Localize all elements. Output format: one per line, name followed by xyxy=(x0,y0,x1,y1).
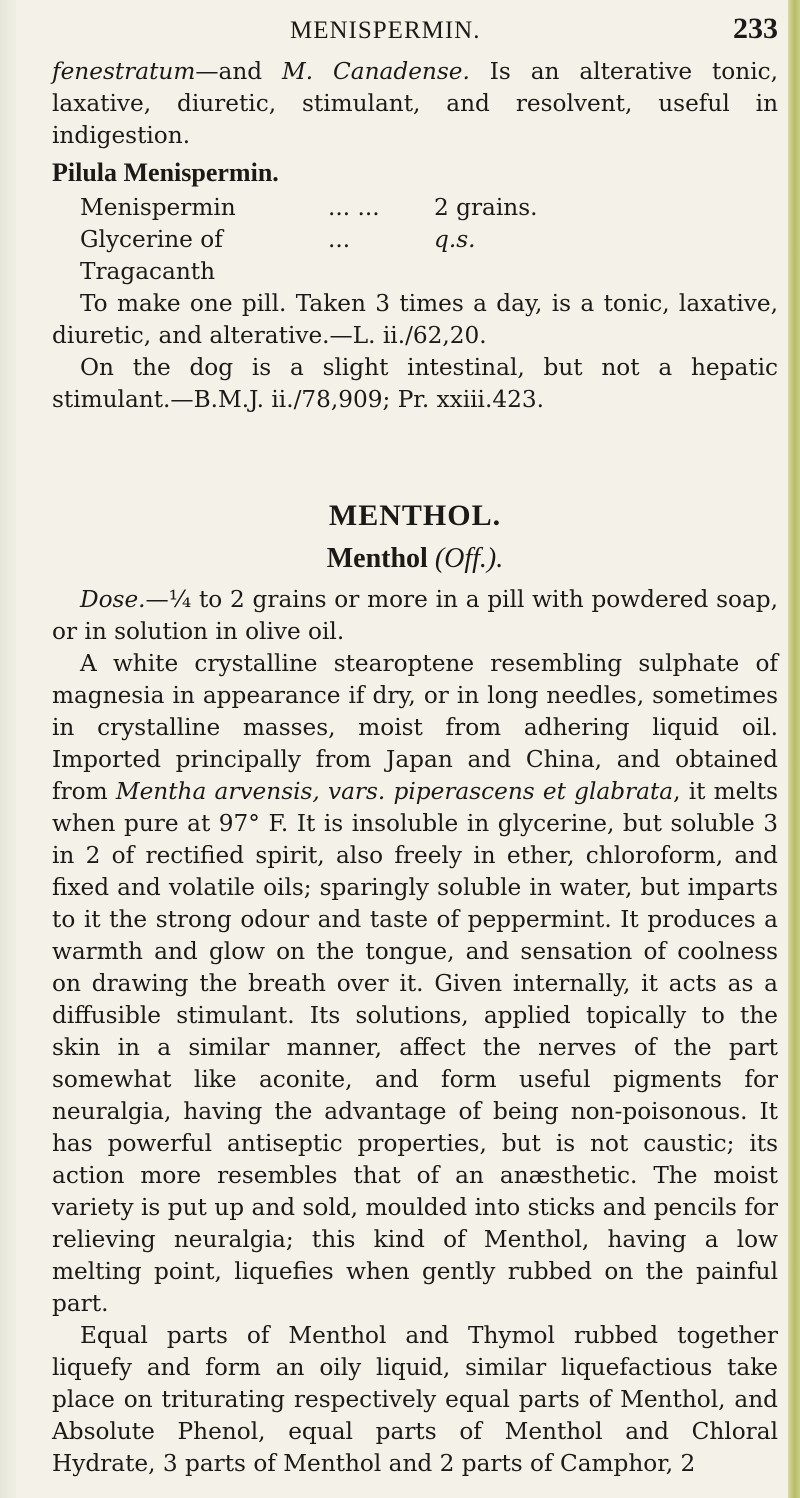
ingredient-dots: ... xyxy=(328,226,351,253)
ingredient-dots: ... ... xyxy=(328,194,380,221)
subsection-title xyxy=(52,542,778,576)
page-header xyxy=(290,12,778,52)
description-part-2: , it melts when pure at 97° F. It is insoluble in glycerine, but soluble 3 in 2 of rectified spirit, also freely in ether, chloroform, and fixed and volatile oils; sparingly soluble in water, but imparts to it the strong odour and taste of peppermint. It produces a warmth and glow on the tongue, and sensation of coolness on drawing the breath over it. Given internally, it acts as a diffusible stimulant. Its solutions, applied topically to the skin in a similar manner, affect the nerves of the part somewhat like aconite, and form useful pigments for neuralgia, having the advantage of being non-poisonous. It has powerful antiseptic properties, but is not caustic; its action more resembles that of an anæsthetic. The moist variety is put up and sold, moulded into sticks and pencils for relieving neuralgia; this kind of Menthol, having a low melting point, liquefies when gently rubbed on the painful part. xyxy=(52,778,778,1317)
dose-label: Dose. xyxy=(80,586,146,613)
ingredient-name: Glycerine of Tragacanth xyxy=(80,226,223,285)
intro-text-1: —and xyxy=(195,58,283,85)
equal-parts-paragraph: Equal parts of Menthol and Thymol rubbed together liquefy and form an oily liquid, similar liquefactious take place on triturating respectively equal parts of Menthol, and Absolute Phenol, equal parts of Menthol and Chloral Hydrate, 3 parts of Menthol and 2 parts of Camphor, 2 xyxy=(52,1322,778,1477)
ingredient-quantity: 2 grains. xyxy=(434,194,538,221)
intro-paragraph xyxy=(52,56,778,152)
intro-text-2: Is an alterative tonic, laxative, diuretic, stimulant, and resolvent, useful in indigestion. xyxy=(52,58,778,149)
pilula-paragraph-2: On the dog is a slight intestinal, but not a hepatic stimulant.—B.M.J. ii./78,909; Pr. xxiii.423. xyxy=(52,354,778,413)
running-head: MENISPERMIN. xyxy=(290,17,481,44)
intro-species: fenestratum xyxy=(52,58,196,85)
ingredient-quantity: q.s. xyxy=(434,226,476,253)
pilula-heading: Pilula Menispermin. xyxy=(52,158,279,187)
ingredient-row xyxy=(52,224,778,288)
intro-species-2: M. Canadense. xyxy=(282,58,470,85)
ingredient-row xyxy=(52,192,778,224)
page-left-edge xyxy=(0,0,16,1498)
description-paragraph xyxy=(52,648,778,1320)
subsection-name: Menthol xyxy=(326,543,428,574)
dose-paragraph xyxy=(52,584,778,648)
description-species: Mentha arvensis, vars. piperascens et glabrata xyxy=(115,778,674,805)
description-part-1: A white crystalline stearoptene resembling sulphate of magnesia in appearance if dry, or in long needles, sometimes in crystalline masses, moist from adhering liquid oil. Imported principally from Japan and China, and obtained from xyxy=(52,650,778,805)
official-mark: (Off.). xyxy=(434,543,504,574)
page-content xyxy=(52,56,778,1480)
ingredient-name: Menispermin xyxy=(80,194,236,221)
pilula-paragraph-1: To make one pill. Taken 3 times a day, is a tonic, laxative, diuretic, and alterative.—L. ii./62,20. xyxy=(52,290,778,349)
page-right-edge xyxy=(788,0,800,1498)
section-title-menthol: MENTHOL. xyxy=(328,499,502,532)
page-number: 233 xyxy=(733,12,778,45)
dose-text: —¼ to 2 grains or more in a pill with powdered soap, or in solution in olive oil. xyxy=(52,586,778,645)
ingredient-list xyxy=(52,192,778,288)
